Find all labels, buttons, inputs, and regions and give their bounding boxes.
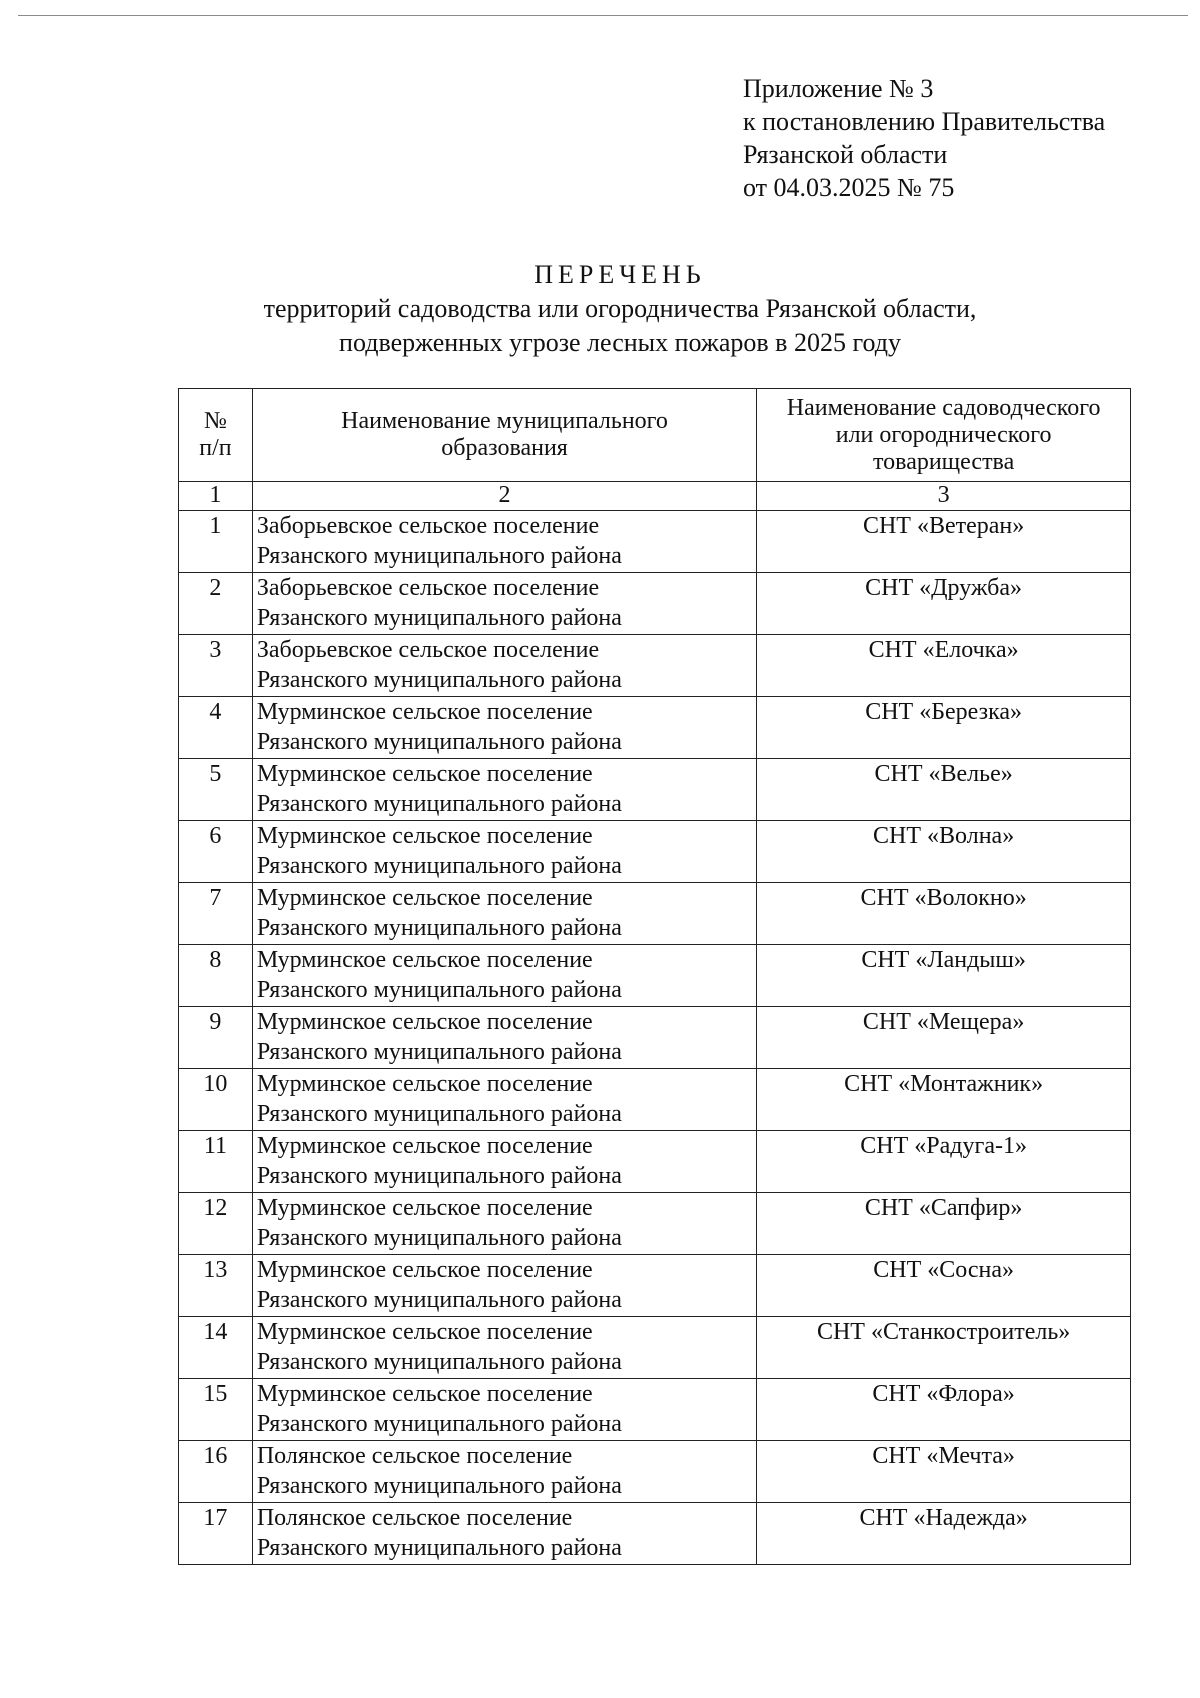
partnership-cell: СНТ «Надежда»: [757, 1503, 1131, 1565]
header-partnership: [757, 389, 1131, 482]
partnership-cell: СНТ «Радуга-1»: [757, 1131, 1131, 1193]
document-title: [180, 258, 1060, 360]
municipality-district: Рязанского муниципального района: [256, 729, 622, 755]
municipality-cell: [252, 1317, 756, 1379]
table-index-row: [179, 482, 1131, 511]
municipality-district: Рязанского муниципального района: [256, 605, 622, 631]
partnership-cell: СНТ «Сосна»: [757, 1255, 1131, 1317]
title-main: ПЕРЕЧЕНЬ: [534, 260, 706, 289]
header-municipality: [252, 389, 756, 482]
municipality-settlement: Заборьевское сельское поселение: [256, 575, 600, 601]
municipality-settlement: Мурминское сельское поселение: [256, 699, 593, 725]
table-row: [179, 635, 1131, 697]
table-row: [179, 1007, 1131, 1069]
municipality-district: Рязанского муниципального района: [256, 853, 622, 879]
municipality-cell: [252, 635, 756, 697]
municipality-district: Рязанского муниципального района: [256, 543, 622, 569]
municipality-district: Рязанского муниципального района: [256, 1163, 622, 1189]
municipality-cell: [252, 511, 756, 573]
header-num-line-1: №: [203, 408, 227, 434]
municipality-cell: [252, 1131, 756, 1193]
municipality-district: Рязанского муниципального района: [256, 1473, 622, 1499]
municipality-cell: [252, 1255, 756, 1317]
header-num-line-2: п/п: [199, 435, 232, 461]
municipality-cell: [252, 573, 756, 635]
row-number: 6: [179, 821, 253, 883]
table-row: [179, 945, 1131, 1007]
table-row: [179, 511, 1131, 573]
municipality-district: Рязанского муниципального района: [256, 915, 622, 941]
partnership-cell: СНТ «Монтажник»: [757, 1069, 1131, 1131]
appendix-region: Рязанской области: [743, 140, 948, 169]
table-row: [179, 1441, 1131, 1503]
table-row: [179, 1317, 1131, 1379]
row-number: 11: [179, 1131, 253, 1193]
table-row: [179, 1503, 1131, 1565]
row-number: 15: [179, 1379, 253, 1441]
municipality-district: Рязанского муниципального района: [256, 667, 622, 693]
partnership-cell: СНТ «Станкостроитель»: [757, 1317, 1131, 1379]
municipality-cell: [252, 1441, 756, 1503]
municipality-cell: [252, 1503, 756, 1565]
title-subtitle-line-1: территорий садоводства или огородничества Рязанской области,: [263, 294, 977, 323]
municipality-cell: [252, 1379, 756, 1441]
row-number: 8: [179, 945, 253, 1007]
row-number: 1: [179, 511, 253, 573]
row-number: 2: [179, 573, 253, 635]
partnership-cell: СНТ «Мещера»: [757, 1007, 1131, 1069]
header-partnership-line-3: товарищества: [873, 448, 1015, 475]
table-row: [179, 1255, 1131, 1317]
municipality-district: Рязанского муниципального района: [256, 1101, 622, 1127]
municipality-settlement: Мурминское сельское поселение: [256, 1133, 593, 1159]
row-number: 10: [179, 1069, 253, 1131]
table-row: [179, 697, 1131, 759]
row-number: 4: [179, 697, 253, 759]
municipality-district: Рязанского муниципального района: [256, 1287, 622, 1313]
municipality-cell: [252, 1069, 756, 1131]
appendix-date-number: от 04.03.2025 № 75: [743, 173, 955, 202]
table-row: [179, 1069, 1131, 1131]
partnership-cell: СНТ «Березка»: [757, 697, 1131, 759]
municipality-settlement: Мурминское сельское поселение: [256, 1071, 593, 1097]
partnership-cell: СНТ «Велье»: [757, 759, 1131, 821]
partnership-cell: СНТ «Елочка»: [757, 635, 1131, 697]
table-row: [179, 1193, 1131, 1255]
scan-top-border: [18, 15, 1188, 16]
appendix-number: Приложение № 3: [743, 74, 934, 103]
index-cell: 2: [252, 482, 756, 511]
municipality-settlement: Мурминское сельское поселение: [256, 947, 593, 973]
municipality-district: Рязанского муниципального района: [256, 1225, 622, 1251]
table-row: [179, 1379, 1131, 1441]
table-row: [179, 1131, 1131, 1193]
title-subtitle-line-2: подверженных угрозе лесных пожаров в 2025 году: [339, 328, 901, 357]
municipality-settlement: Заборьевское сельское поселение: [256, 513, 600, 539]
municipality-cell: [252, 821, 756, 883]
municipality-cell: [252, 759, 756, 821]
appendix-resolution-ref: к постановлению Правительства: [743, 107, 1106, 136]
table-row: [179, 821, 1131, 883]
row-number: 12: [179, 1193, 253, 1255]
municipality-district: Рязанского муниципального района: [256, 977, 622, 1003]
header-partnership-line-1: Наименование садоводческого: [786, 394, 1101, 421]
municipality-cell: [252, 697, 756, 759]
table-row: [179, 759, 1131, 821]
row-number: 17: [179, 1503, 253, 1565]
municipality-district: Рязанского муниципального района: [256, 1349, 622, 1375]
municipality-settlement: Мурминское сельское поселение: [256, 1319, 593, 1345]
header-municipality-line-2: образования: [441, 435, 568, 461]
municipality-settlement: Заборьевское сельское поселение: [256, 637, 600, 663]
table-header-row: [179, 389, 1131, 482]
row-number: 3: [179, 635, 253, 697]
row-number: 7: [179, 883, 253, 945]
partnership-cell: СНТ «Дружба»: [757, 573, 1131, 635]
municipality-settlement: Мурминское сельское поселение: [256, 1009, 593, 1035]
municipality-settlement: Мурминское сельское поселение: [256, 1257, 593, 1283]
row-number: 13: [179, 1255, 253, 1317]
municipality-district: Рязанского муниципального района: [256, 1039, 622, 1065]
partnership-cell: СНТ «Волна»: [757, 821, 1131, 883]
row-number: 9: [179, 1007, 253, 1069]
table-row: [179, 883, 1131, 945]
municipality-cell: [252, 1007, 756, 1069]
header-partnership-line-2: или огороднического: [835, 421, 1052, 448]
municipality-settlement: Мурминское сельское поселение: [256, 885, 593, 911]
row-number: 5: [179, 759, 253, 821]
header-municipality-line-1: Наименование муниципального: [341, 408, 668, 434]
municipality-district: Рязанского муниципального района: [256, 1535, 622, 1561]
row-number: 14: [179, 1317, 253, 1379]
partnership-cell: СНТ «Волокно»: [757, 883, 1131, 945]
municipality-settlement: Мурминское сельское поселение: [256, 1195, 593, 1221]
table-row: [179, 573, 1131, 635]
header-num: [179, 389, 253, 482]
municipality-cell: [252, 1193, 756, 1255]
municipality-settlement: Мурминское сельское поселение: [256, 823, 593, 849]
territories-table: [178, 388, 1131, 1565]
municipality-cell: [252, 883, 756, 945]
partnership-cell: СНТ «Сапфир»: [757, 1193, 1131, 1255]
municipality-settlement: Полянское сельское поселение: [256, 1443, 573, 1469]
municipality-settlement: Полянское сельское поселение: [256, 1505, 573, 1531]
appendix-header: [743, 72, 1163, 204]
index-cell: 3: [757, 482, 1131, 511]
partnership-cell: СНТ «Ветеран»: [757, 511, 1131, 573]
table-body: [179, 511, 1131, 1565]
row-number: 16: [179, 1441, 253, 1503]
municipality-settlement: Мурминское сельское поселение: [256, 1381, 593, 1407]
municipality-district: Рязанского муниципального района: [256, 791, 622, 817]
partnership-cell: СНТ «Мечта»: [757, 1441, 1131, 1503]
partnership-cell: СНТ «Флора»: [757, 1379, 1131, 1441]
municipality-district: Рязанского муниципального района: [256, 1411, 622, 1437]
municipality-settlement: Мурминское сельское поселение: [256, 761, 593, 787]
municipality-cell: [252, 945, 756, 1007]
partnership-cell: СНТ «Ландыш»: [757, 945, 1131, 1007]
index-cell: 1: [179, 482, 253, 511]
